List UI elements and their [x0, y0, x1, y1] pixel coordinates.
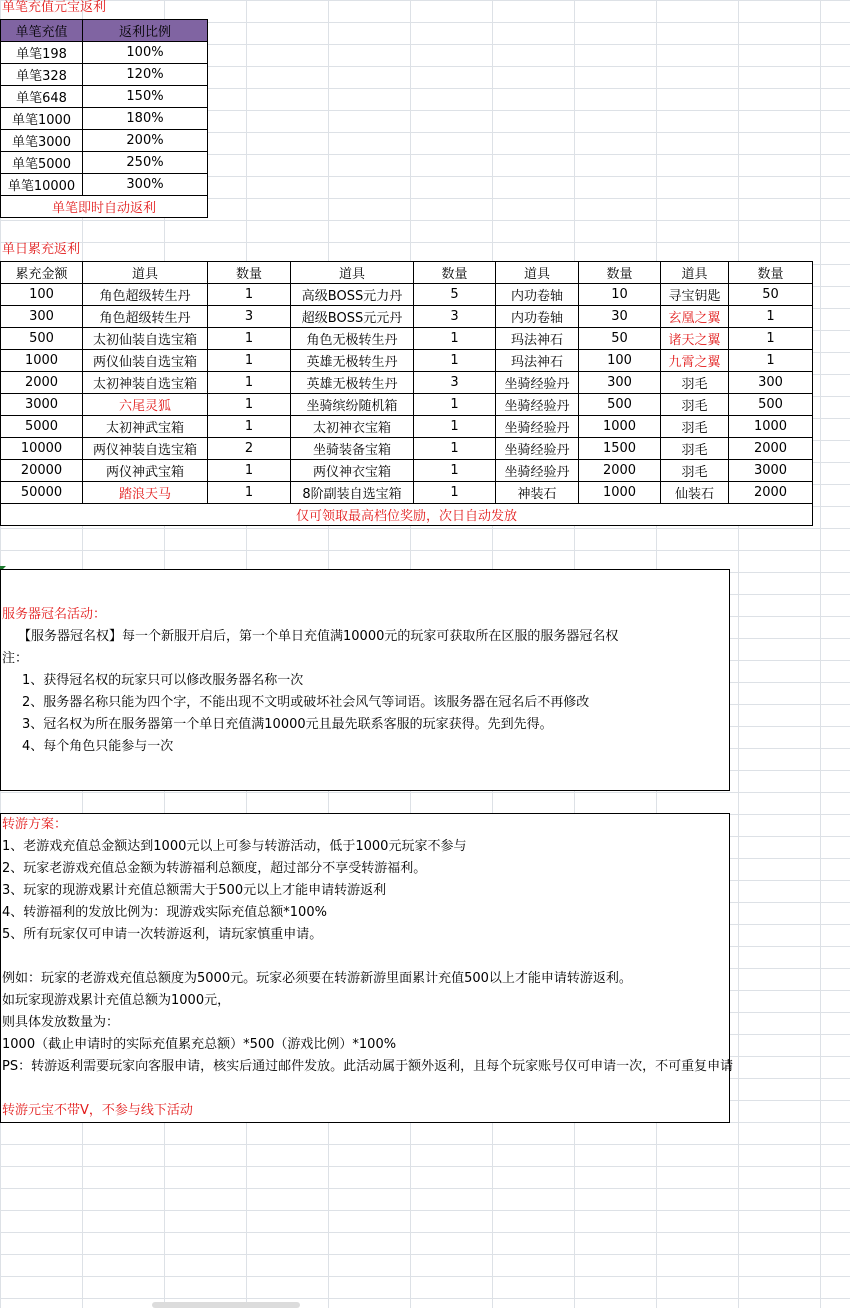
- section3-title: 服务器冠名活动：: [2, 607, 107, 622]
- section4-ps: PS：转游返利需要玩家向客服申请，核实后通过邮件发放。此活动属于额外返利，且每个玩家账号仅可申请一次，不可重复申请: [2, 1059, 734, 1074]
- table-row: [1, 152, 208, 174]
- table-cell[interactable]: 2000: [729, 438, 813, 460]
- header-cell[interactable]: 返利比例: [83, 20, 208, 42]
- table-cell[interactable]: 坐骑经验丹: [496, 460, 579, 482]
- table-cell[interactable]: 两仪神装自选宝箱: [83, 438, 208, 460]
- table-cell[interactable]: 1: [208, 394, 291, 416]
- table-cell[interactable]: 120%: [83, 64, 208, 86]
- table-row: [1, 460, 813, 482]
- table-row: [1, 416, 813, 438]
- table-cell[interactable]: 英雄无极转生丹: [291, 350, 414, 372]
- table-cell[interactable]: 单笔648: [1, 86, 83, 108]
- section1-title: 单笔充值元宝返利: [2, 0, 107, 15]
- table-row: [1, 394, 813, 416]
- table-cell[interactable]: 诸天之翼: [661, 328, 729, 350]
- table-cell[interactable]: 10: [579, 284, 661, 306]
- table-cell[interactable]: 3000: [729, 460, 813, 482]
- table-cell[interactable]: 10000: [1, 438, 83, 460]
- section3-note-label: 注：: [2, 651, 29, 666]
- table-cell[interactable]: 100: [579, 350, 661, 372]
- table-cell[interactable]: 300: [579, 372, 661, 394]
- table-cell[interactable]: 200%: [83, 130, 208, 152]
- table-cell[interactable]: 5000: [1, 416, 83, 438]
- table-cell[interactable]: 8阶副装自选宝箱: [291, 482, 414, 504]
- table-cell[interactable]: 单笔1000: [1, 108, 83, 130]
- table-cell[interactable]: 角色超级转生丹: [83, 306, 208, 328]
- table-cell[interactable]: 玛法神石: [496, 350, 579, 372]
- table-cell[interactable]: 高级BOSS元力丹: [291, 284, 414, 306]
- header-cell[interactable]: 累充金额: [1, 262, 83, 284]
- table-cell[interactable]: 500: [1, 328, 83, 350]
- table-cell[interactable]: 羽毛: [661, 394, 729, 416]
- header-cell[interactable]: 单笔充值: [1, 20, 83, 42]
- single-recharge-table: [0, 19, 208, 218]
- table-cell[interactable]: 50: [729, 284, 813, 306]
- table-cell[interactable]: 内功卷轴: [496, 306, 579, 328]
- table-cell[interactable]: 英雄无极转生丹: [291, 372, 414, 394]
- section3-item: 1、获得冠名权的玩家只可以修改服务器名称一次: [22, 673, 304, 688]
- section3-item: 3、冠名权为所在服务器第一个单日充值满10000元且最先联系客服的玩家获得。先到先得。: [22, 717, 553, 732]
- table-cell[interactable]: 5: [414, 284, 496, 306]
- section4-example: 例如：玩家的老游戏充值总额度为5000元。玩家必须要在转游新游里面累计充值500以上才能申请转游返利。: [2, 971, 632, 986]
- table-cell[interactable]: 坐骑装备宝箱: [291, 438, 414, 460]
- table-cell[interactable]: 2000: [729, 482, 813, 504]
- table-cell[interactable]: 羽毛: [661, 438, 729, 460]
- table-cell[interactable]: 1: [414, 460, 496, 482]
- table-cell[interactable]: 两仪神衣宝箱: [291, 460, 414, 482]
- header-cell[interactable]: 数量: [579, 262, 661, 284]
- table-cell[interactable]: 2000: [1, 372, 83, 394]
- section4-item: 4、转游福利的发放比例为：现游戏实际充值总额*100%: [2, 905, 327, 920]
- section3-intro: 【服务器冠名权】每一个新服开启后，第一个单日充值满10000元的玩家可获取所在区服的服务器冠名权: [18, 629, 619, 644]
- note-row: [1, 196, 208, 218]
- table-cell[interactable]: 1: [414, 416, 496, 438]
- table-cell[interactable]: 50000: [1, 482, 83, 504]
- table-cell[interactable]: 1000: [579, 416, 661, 438]
- table-row: [1, 284, 813, 306]
- table-cell[interactable]: 两仪仙装自选宝箱: [83, 350, 208, 372]
- table-cell[interactable]: 羽毛: [661, 372, 729, 394]
- daily-cumulative-table: [0, 261, 813, 526]
- table-cell[interactable]: 300: [1, 306, 83, 328]
- table-cell[interactable]: 踏浪天马: [83, 482, 208, 504]
- section2-title: 单日累充返利: [2, 242, 81, 257]
- table-cell[interactable]: 角色无极转生丹: [291, 328, 414, 350]
- table-cell[interactable]: 太初神装自选宝箱: [83, 372, 208, 394]
- table-cell[interactable]: 内功卷轴: [496, 284, 579, 306]
- table-cell[interactable]: 1500: [579, 438, 661, 460]
- table-row: [1, 108, 208, 130]
- table-cell[interactable]: 六尾灵狐: [83, 394, 208, 416]
- table-row: [1, 42, 208, 64]
- table-cell[interactable]: 角色超级转生丹: [83, 284, 208, 306]
- table-cell[interactable]: 1: [208, 460, 291, 482]
- table-cell[interactable]: 单笔3000: [1, 130, 83, 152]
- table-cell[interactable]: 500: [729, 394, 813, 416]
- section3-item: 2、服务器名称只能为四个字，不能出现不文明或破坏社会风气等词语。该服务器在冠名后不再修改: [22, 695, 590, 710]
- table-cell[interactable]: 单笔10000: [1, 174, 83, 196]
- table-row: [1, 86, 208, 108]
- section4-item: 3、玩家的现游戏累计充值总额需大于500元以上才能申请转游返利: [2, 883, 387, 898]
- table-row: [1, 64, 208, 86]
- table-cell[interactable]: 3: [414, 306, 496, 328]
- table-cell[interactable]: 仙装石: [661, 482, 729, 504]
- section3-item: 4、每个角色只能参与一次: [22, 739, 174, 754]
- table-cell[interactable]: 九霄之翼: [661, 350, 729, 372]
- table-cell[interactable]: 1: [414, 394, 496, 416]
- section4-item: 1、老游戏充值总金额达到1000元以上可参与转游活动，低于1000元玩家不参与: [2, 839, 467, 854]
- table-cell[interactable]: 1: [729, 350, 813, 372]
- section4-example: 如玩家现游戏累计充值总额为1000元，: [2, 993, 231, 1008]
- table-cell[interactable]: 1: [414, 482, 496, 504]
- table-header-row: [1, 20, 208, 42]
- section4-example: 1000（截止申请时的实际充值累充总额）*500（游戏比例）*100%: [2, 1037, 397, 1052]
- table-cell[interactable]: 1: [208, 372, 291, 394]
- table-cell[interactable]: 1: [729, 306, 813, 328]
- table-cell[interactable]: 神装石: [496, 482, 579, 504]
- header-cell[interactable]: 道具: [291, 262, 414, 284]
- table-cell[interactable]: 180%: [83, 108, 208, 130]
- table-cell[interactable]: 太初神衣宝箱: [291, 416, 414, 438]
- header-cell[interactable]: 道具: [83, 262, 208, 284]
- header-cell[interactable]: 数量: [729, 262, 813, 284]
- table-cell[interactable]: 2000: [579, 460, 661, 482]
- table-cell[interactable]: 250%: [83, 152, 208, 174]
- table-cell[interactable]: 1: [208, 350, 291, 372]
- table-cell[interactable]: 羽毛: [661, 416, 729, 438]
- note-cell[interactable]: 单笔即时自动返利: [1, 196, 208, 218]
- table-cell[interactable]: 50: [579, 328, 661, 350]
- header-cell[interactable]: 道具: [496, 262, 579, 284]
- table-cell[interactable]: 坐骑经验丹: [496, 394, 579, 416]
- table-cell[interactable]: 1000: [1, 350, 83, 372]
- section4-item: 5、所有玩家仅可申请一次转游返利，请玩家慎重申请。: [2, 927, 323, 942]
- table-cell[interactable]: 300%: [83, 174, 208, 196]
- table-cell[interactable]: 坐骑缤纷随机箱: [291, 394, 414, 416]
- table-cell[interactable]: 坐骑经验丹: [496, 416, 579, 438]
- table-cell[interactable]: 坐骑经验丹: [496, 372, 579, 394]
- note-cell[interactable]: 仅可领取最高档位奖励，次日自动发放: [1, 504, 813, 526]
- section4-item: 2、玩家老游戏充值总金额为转游福利总额度，超过部分不享受转游福利。: [2, 861, 427, 876]
- table-cell[interactable]: 单笔328: [1, 64, 83, 86]
- table-cell[interactable]: 太初神武宝箱: [83, 416, 208, 438]
- table-cell[interactable]: 1: [729, 328, 813, 350]
- table-row: [1, 328, 813, 350]
- table-cell[interactable]: 2: [208, 438, 291, 460]
- table-cell[interactable]: 100: [1, 284, 83, 306]
- table-cell[interactable]: 3000: [1, 394, 83, 416]
- table-cell[interactable]: 30: [579, 306, 661, 328]
- horizontal-scrollbar-thumb[interactable]: [152, 1302, 300, 1308]
- table-row: [1, 482, 813, 504]
- table-cell[interactable]: 超级BOSS元元丹: [291, 306, 414, 328]
- header-cell[interactable]: 数量: [414, 262, 496, 284]
- section4-title: 转游方案：: [2, 817, 68, 832]
- section4-footer: 转游元宝不带V，不参与线下活动: [2, 1103, 193, 1118]
- table-cell[interactable]: 1000: [729, 416, 813, 438]
- table-row: [1, 174, 208, 196]
- header-cell[interactable]: 道具: [661, 262, 729, 284]
- table-row: [1, 306, 813, 328]
- table-cell[interactable]: 太初仙装自选宝箱: [83, 328, 208, 350]
- table-cell[interactable]: 1: [208, 482, 291, 504]
- table-row: [1, 372, 813, 394]
- header-cell[interactable]: 数量: [208, 262, 291, 284]
- note-row: [1, 504, 813, 526]
- table-cell[interactable]: 寻宝钥匙: [661, 284, 729, 306]
- table-cell[interactable]: 1: [414, 328, 496, 350]
- table-cell[interactable]: 1: [208, 284, 291, 306]
- table-row: [1, 130, 208, 152]
- table-cell[interactable]: 单笔198: [1, 42, 83, 64]
- table-cell[interactable]: 单笔5000: [1, 152, 83, 174]
- table-cell[interactable]: 两仪神武宝箱: [83, 460, 208, 482]
- section4-example: 则具体发放数量为：: [2, 1015, 120, 1030]
- table-cell[interactable]: 1: [208, 416, 291, 438]
- table-row: [1, 350, 813, 372]
- table-cell[interactable]: 坐骑经验丹: [496, 438, 579, 460]
- table-cell[interactable]: 1: [208, 328, 291, 350]
- table-cell[interactable]: 1: [414, 350, 496, 372]
- table-cell[interactable]: 150%: [83, 86, 208, 108]
- table-cell[interactable]: 300: [729, 372, 813, 394]
- table-cell[interactable]: 100%: [83, 42, 208, 64]
- table-cell[interactable]: 羽毛: [661, 460, 729, 482]
- table-cell[interactable]: 1: [414, 438, 496, 460]
- table-cell[interactable]: 3: [414, 372, 496, 394]
- table-cell[interactable]: 3: [208, 306, 291, 328]
- table-cell[interactable]: 玛法神石: [496, 328, 579, 350]
- table-cell[interactable]: 1000: [579, 482, 661, 504]
- table-row: [1, 438, 813, 460]
- table-cell[interactable]: 500: [579, 394, 661, 416]
- table-cell[interactable]: 20000: [1, 460, 83, 482]
- table-header-row: [1, 262, 813, 284]
- table-cell[interactable]: 玄凰之翼: [661, 306, 729, 328]
